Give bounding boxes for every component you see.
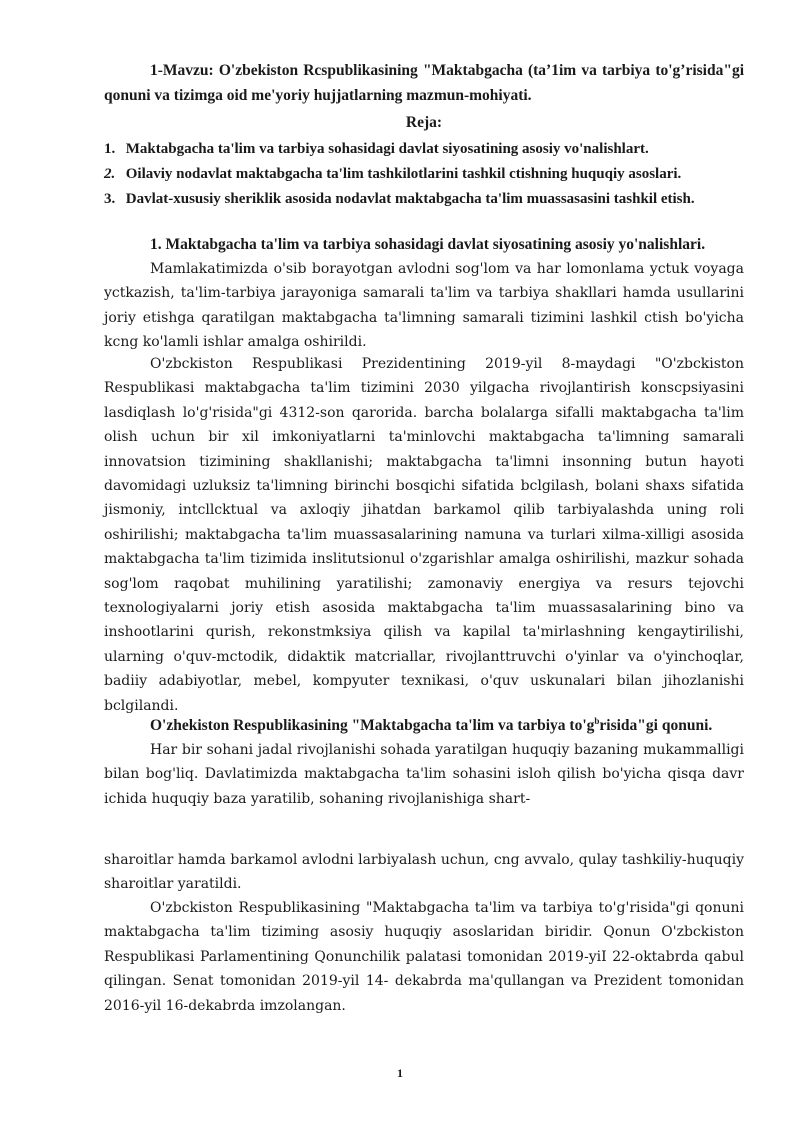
body-paragraph: Har bir sohani jadal rivojlanishi sohada yaratilgan huquqiy bazaning mukammalligi bilan bog'liq. Davlatimizda maktabgacha ta'lim sohasini isloh qilish bo'yicha qisqa davr ichida huquqiy baza yaratilib, sohaning rivojlanishiga shart-	[104, 742, 744, 807]
body-paragraph: O'zbckiston Respublikasi Prezidentining 2019-yil 8-maydagi "O'zbckiston Respublikasi maktabgacha ta'lim tizimini 2030 yilgacha rivojlantirish konscpsiyasini lasdiqlash lo'g'risida"gi 4312-son qarorida. barcha bolalarga sifalli maktabgacha ta'lim olish uchun bir xil imkoniyatlarni ta'minlovchi maktabgacha ta'limning samarali innovatsion tizimining shakllanishi; maktabgacha ta'limni insonning butun hayoti davomidagi uzluksiz ta'limning birinchi bosqichi sifatida bclgilash, bolani shaxs sifatida jismoniy, intcllcktual va axloqiy jihatdan barkamol qilib tarbiyalashda uning roli oshirilishi; maktabgacha ta'lim muassasalarining namuna va turlari xilma-xilligi asosida maktabgacha ta'lim tizimida inslitutsionul o'zgarishlar amalga oshirilishi, mazkur sohada sog'lom raqobat muhilining yaratilishi; zamonaviy energiya va resurs tejovchi texnologiyalarni joriy etish asosida maktabgacha ta'lim muassasalarining bino va inshootlarini qurish, rekonstmksiya qilish va kapilal ta'mirlashning kengaytirilishi, ularning o'quv-mctodik, didaktik matcriallar, rivojlanttruvchi o'yinlar va o'yinchoqlar, badiiy adabiyotlar, mebel, kompyuter texnikasi, o'quv uskunalari bilan jihozlanishi bclgilandi.	[104, 356, 744, 714]
plan-item	[104, 187, 764, 211]
plan-item-text: Maktabgacha ta'lim va tarbiya sohasidagi davlat siyosatining asosiy vo'nalishlart.	[125, 141, 649, 157]
plan-item-number: 1.	[104, 141, 116, 157]
document-title: 1-Mavzu: O'zbekiston Rcspublikasining "Maktabgacha (ta’1im va tarbiya to'gʼrisida"gi qonuni va tizimga oid me'yoriy hujjatlarning mazmun-mohiyati.	[104, 62, 744, 104]
section-heading	[104, 714, 744, 738]
section-heading-text: risida"gi qonuni.	[599, 717, 713, 734]
section-heading: 1. Maktabgacha ta'lim va tarbiya sohasidagi davlat siyosatining asosiy yo'nalishlari.	[150, 236, 706, 253]
plan-item-text: Davlat-xususiy sheriklik asosida nodavlat maktabgacha ta'lim muassasasini tashkil etish.	[125, 191, 695, 207]
plan-item	[104, 162, 764, 186]
plan-item-number: 2.	[104, 166, 116, 182]
plan-list	[104, 137, 764, 212]
plan-heading: Reja:	[405, 114, 443, 131]
plan-item	[104, 137, 764, 161]
page-number: 1	[397, 1066, 403, 1080]
body-paragraph: sharoitlar hamda barkamol avlodni larbiyalash uchun, cng avvalo, qulay tashkiliy-huquqiy sharoitlar yaratildi.	[104, 852, 744, 893]
section-heading-text: O'zhekiston Respublikasining "Maktabgacha ta'lim va tarbiya to'g	[150, 717, 595, 734]
body-paragraph: O'zbckiston Respublikasining "Maktabgacha ta'lim va tarbiya to'g'risida"gi qonuni maktabgacha ta'lim tiziming asosiy huquqiy asoslaridan biridir. Qonun O'zbckiston Respublikasi Parlamentining Qonunchilik palatasi tomonidan 2019-yiI 22-oktabrda qabul qilingan. Senat tomonidan 2019-yil 14- dekabrda ma'qullangan va Prezident tomonidan 2016-yil 16-dekabrda imzolangan.	[104, 900, 744, 1014]
body-paragraph: Mamlakatimizda o'sib borayotgan avlodni sog'lom va har lomonlama yctuk voyaga yctkazish, ta'lim-tarbiya jarayoniga samarali ta'lim va tarbiya shakllari hamda usullarini joriy etishga qaratilgan maktabgacha ta'limning samarali tizimini lashkil ctish bo'yicha kcng ko'lamli ishlar amalga oshirildi.	[104, 261, 744, 351]
plan-item-text: Oilaviy nodavlat maktabgacha ta'lim tashkilotlarini tashkil ctishning huquqiy asoslari.	[125, 166, 682, 182]
section-heading-superscript: b	[594, 715, 600, 726]
plan-item-number: 3.	[104, 191, 116, 207]
